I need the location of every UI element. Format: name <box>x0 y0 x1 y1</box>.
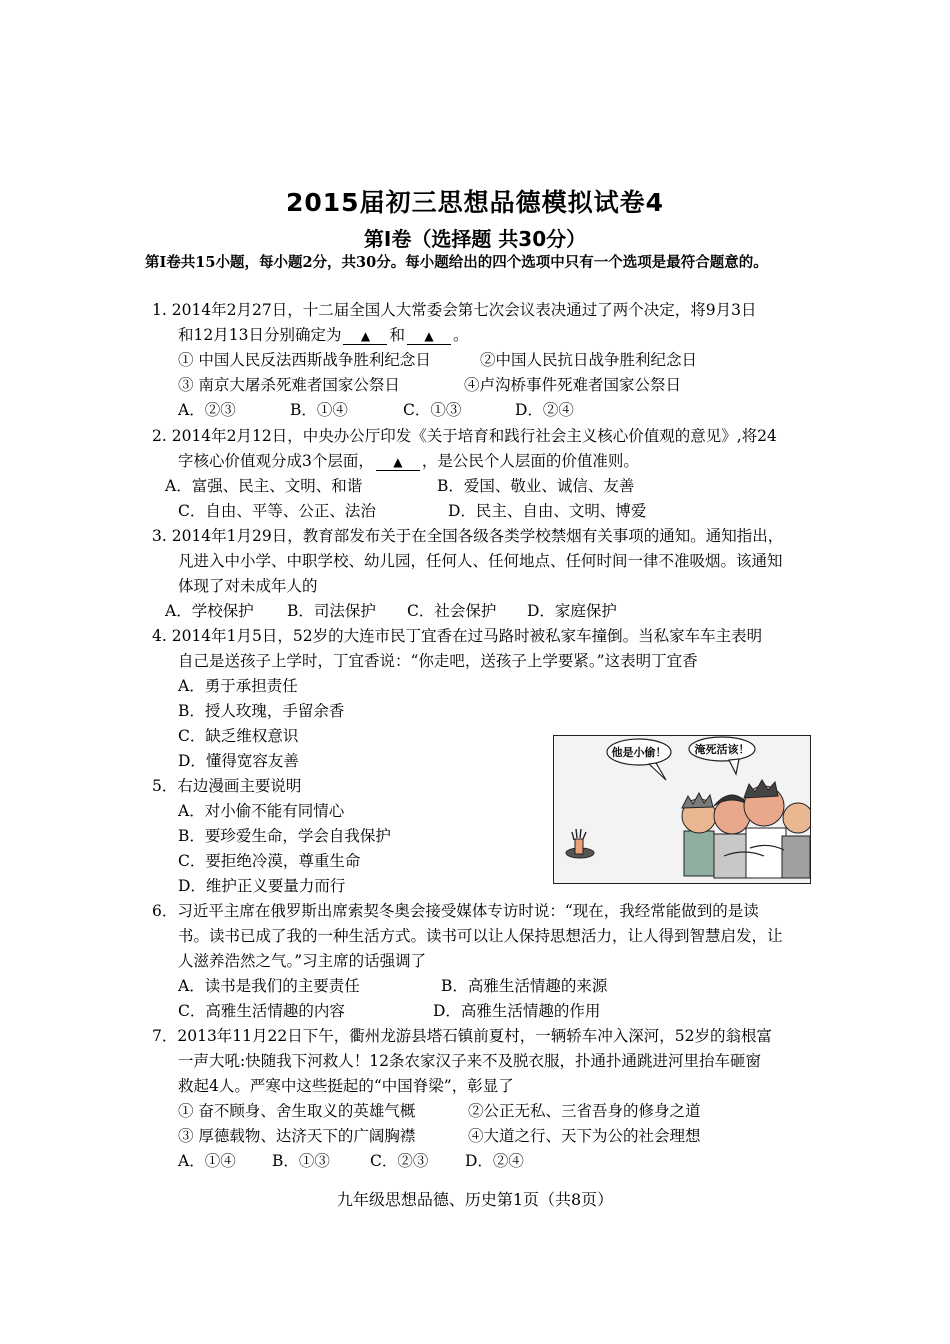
q7-statement-3: ③ 厚德载物、达济天下的广阔胸襟 <box>178 1127 416 1145</box>
q3-option-b: B．司法保护 <box>287 602 376 620</box>
speech-bubble-2 <box>689 737 755 774</box>
q5-cartoon <box>553 735 811 884</box>
cartoon-drawing <box>554 736 810 883</box>
q3-stem-line1: 3. 2014年1月29日，教育部发布关于在全国各级各类学校禁烟有关事项的通知。通知指出， <box>152 527 784 545</box>
speech-bubble-1 <box>607 739 671 780</box>
q7-option-b: B．①③ <box>272 1152 330 1170</box>
q5-option-c: C．要拒绝冷漠，尊重生命 <box>178 852 361 870</box>
q4-option-c: C．缺乏维权意识 <box>178 727 299 745</box>
q5-option-a: A．对小偷不能有同情心 <box>178 802 345 820</box>
q3-option-d: D．家庭保护 <box>527 602 617 620</box>
q4-option-a: A．勇于承担责任 <box>178 677 298 695</box>
q3-stem-line3: 体现了对未成年人的 <box>178 577 318 595</box>
q3-option-c: C．社会保护 <box>407 602 497 620</box>
answer-blank: ▲ <box>343 328 387 345</box>
q1-stem-line1: 1. 2014年2月27日，十二届全国人大常委会第七次会议表决通过了两个决定，将9月3日 <box>152 301 757 319</box>
q2-stem-text-a: 字核心价值观分成3个层面， <box>178 452 374 470</box>
section-title: 第Ⅰ卷（选择题 共30分） <box>363 227 587 251</box>
q1-stem-line2 <box>178 323 468 348</box>
q4-stem-line2: 自己是送孩子上学时，丁宜香说：“你走吧，送孩子上学要紧。”这表明丁宜香 <box>178 652 698 670</box>
q1-statement-1: ① 中国人民反法西斯战争胜利纪念日 <box>178 351 431 369</box>
bubble-text-drown: 淹死活该！ <box>694 743 750 756</box>
q6-stem-line1: 6．习近平主席在俄罗斯出席索契冬奥会接受媒体专访时说：“现在，我经常能做到的是读 <box>152 902 759 920</box>
q1-statement-3: ③ 南京大屠杀死难者国家公祭日 <box>178 376 400 394</box>
q7-statement-1: ① 奋不顾身、舍生取义的英雄气概 <box>178 1102 416 1120</box>
bubble-text-thief: 他是小偷！ <box>611 746 667 759</box>
q3-stem-line2: 凡进入中小学、中职学校、幼儿园，任何人、任何地点、任何时间一律不准吸烟。该通知 <box>178 552 783 570</box>
q5-option-b: B．要珍爱生命，学会自我保护 <box>178 827 391 845</box>
q2-stem-line1: 2. 2014年2月12日，中央办公厅印发《关于培育和践行社会主义核心价值观的意见》,将24 <box>152 427 777 445</box>
q1-option-c: C．①③ <box>403 401 462 419</box>
q2-option-b: B．爱国、敬业、诚信、友善 <box>437 477 635 495</box>
q6-option-d: D．高雅生活情趣的作用 <box>433 1002 601 1020</box>
exam-title: 2015届初三思想品德模拟试卷4 <box>286 188 664 217</box>
answer-blank: ▲ <box>407 328 451 345</box>
drowning-hand-icon <box>566 829 594 858</box>
bystanders-illustration <box>682 780 810 878</box>
q6-option-c: C．高雅生活情趣的内容 <box>178 1002 345 1020</box>
q7-stem-line2: 一声大吼:快随我下河救人！12条农家汉子来不及脱衣服，扑通扑通跳进河里抬车砸窗 <box>178 1052 761 1070</box>
page-footer: 九年级思想品德、历史第1页（共8页） <box>336 1190 614 1209</box>
q1-statement-2: ②中国人民抗日战争胜利纪念日 <box>480 351 698 369</box>
q7-statement-4: ④大道之行、天下为公的社会理想 <box>468 1127 701 1145</box>
q2-option-c: C．自由、平等、公正、法治 <box>178 502 376 520</box>
q6-stem-line2: 书。读书已成了我的一种生活方式。读书可以让人保持思想活力，让人得到智慧启发，让 <box>178 927 783 945</box>
q4-option-d: D．懂得宽容友善 <box>178 752 299 770</box>
q7-option-c: C．②③ <box>370 1152 429 1170</box>
q5-stem: 5．右边漫画主要说明 <box>152 777 302 795</box>
q6-stem-line3: 人滋养浩然之气。”习主席的话强调了 <box>178 952 427 970</box>
q7-stem-line3: 救起4人。严寒中这些挺起的“中国脊梁”，彰显了 <box>178 1077 514 1095</box>
q6-option-b: B．高雅生活情趣的来源 <box>441 977 608 995</box>
q2-option-d: D．民主、自由、文明、博爱 <box>448 502 647 520</box>
q1-stem-text-c: 。 <box>452 326 469 344</box>
q3-option-a: A．学校保护 <box>165 602 254 620</box>
q2-option-a: A．富强、民主、文明、和谐 <box>165 477 363 495</box>
q4-stem-line1: 4. 2014年1月5日，52岁的大连市民丁宜香在过马路时被私家车撞倒。当私家车车主表明 <box>152 627 763 645</box>
q2-stem-line2 <box>178 449 639 474</box>
q2-stem-text-b: ，是公民个人层面的价值准则。 <box>421 452 639 470</box>
q7-option-a: A．①④ <box>178 1152 236 1170</box>
answer-blank: ▲ <box>376 454 420 471</box>
q1-statement-4: ④卢沟桥事件死难者国家公祭日 <box>464 376 682 394</box>
q1-stem-text-b: 和 <box>389 326 405 344</box>
q6-option-a: A．读书是我们的主要责任 <box>178 977 360 995</box>
q7-stem-line1: 7．2013年11月22日下午，衢州龙游县塔石镇前夏村，一辆轿车冲入深河，52岁的翁根富 <box>152 1027 772 1045</box>
section-instructions: 第Ⅰ卷共15小题，每小题2分，共30分。每小题给出的四个选项中只有一个选项是最符合题意的。 <box>145 254 768 271</box>
q1-stem-text-a: 和12月13日分别确定为 <box>178 326 342 344</box>
q5-option-d: D．维护正义要量力而行 <box>178 877 346 895</box>
q7-statement-2: ②公正无私、三省吾身的修身之道 <box>468 1102 701 1120</box>
q1-option-a: A．②③ <box>178 401 236 419</box>
q1-option-b: B．①④ <box>290 401 348 419</box>
q7-option-d: D．②④ <box>465 1152 524 1170</box>
q4-option-b: B．授人玫瑰，手留余香 <box>178 702 345 720</box>
q1-option-d: D．②④ <box>515 401 574 419</box>
